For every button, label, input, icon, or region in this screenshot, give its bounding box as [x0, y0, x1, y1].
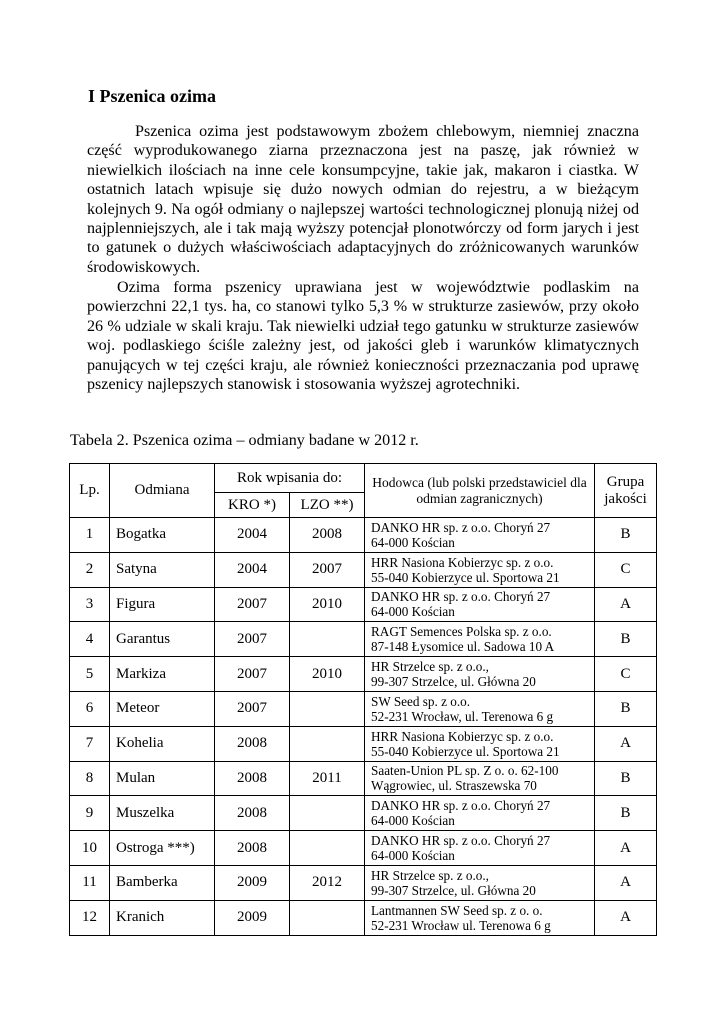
cell-lp: 10 — [70, 831, 110, 866]
cell-kro-year: 2007 — [215, 691, 290, 726]
breeder-address: 52-231 Wrocław, ul. Terenowa 6 g — [371, 708, 554, 724]
cell-variety: Mulan — [110, 761, 215, 796]
cell-variety: Kranich — [110, 900, 215, 935]
breeder-address: 99-307 Strzelce, ul. Główna 20 — [371, 882, 536, 898]
cell-lzo-year — [290, 796, 365, 831]
breeder-name: HRR Nasiona Kobierzyc sp. z o.o. — [371, 554, 554, 570]
cell-quality-group: A — [595, 831, 657, 866]
header-quality-group: Grupa jakości — [595, 464, 657, 518]
paragraph-cultivation: Ozima forma pszenicy uprawiana jest w województwie podlaskim na powierzchni 22,1 tys. ha, co stanowi tylko 5,3 % w strukturze zasiewów, przy około 26 % udziale w skali kraju. Tak niewielki udział tego gatunku w strukturze zasiewów woj. podlaskiego ściśle zależny jest, od jakości gleb i warunków klimatycznych panujących w tej części kraju, ale również konieczności przeznaczania pod uprawę pszenicy najlepszych stanowisk i stosowania wyższej agrotechniki. — [87, 279, 639, 394]
breeder-name: DANKO HR sp. z o.o. Choryń 27 — [371, 589, 551, 605]
table-caption: Tabela 2. Pszenica ozima – odmiany badane w 2012 r. — [70, 432, 419, 449]
cell-quality-group: A — [595, 900, 657, 935]
breeder-name: DANKO HR sp. z o.o. Choryń 27 — [371, 833, 551, 849]
table-row — [70, 796, 657, 831]
table-row — [70, 587, 657, 622]
cell-lp: 2 — [70, 552, 110, 587]
cell-kro-year: 2008 — [215, 761, 290, 796]
cell-kro-year: 2007 — [215, 587, 290, 622]
cell-variety: Garantus — [110, 622, 215, 657]
breeder-address: 64-000 Kościan — [371, 534, 455, 550]
cell-kro-year: 2004 — [215, 518, 290, 553]
cell-kro-year: 2008 — [215, 831, 290, 866]
cell-lp: 9 — [70, 796, 110, 831]
cell-lp: 1 — [70, 518, 110, 553]
table-row — [70, 691, 657, 726]
breeder-name: DANKO HR sp. z o.o. Choryń 27 — [371, 798, 551, 814]
breeder-address: 52-231 Wrocław ul. Terenowa 6 g — [371, 917, 551, 933]
varieties-table — [69, 463, 657, 936]
cell-breeder — [365, 622, 595, 657]
header-lp: Lp. — [70, 464, 110, 518]
cell-lp: 12 — [70, 900, 110, 935]
cell-kro-year: 2004 — [215, 552, 290, 587]
table-row — [70, 622, 657, 657]
cell-quality-group: B — [595, 691, 657, 726]
cell-breeder — [365, 900, 595, 935]
cell-variety: Bogatka — [110, 518, 215, 553]
cell-variety: Satyna — [110, 552, 215, 587]
cell-kro-year: 2007 — [215, 622, 290, 657]
breeder-address: 55-040 Kobierzyce ul. Sportowa 21 — [371, 569, 560, 585]
breeder-name: Lantmannen SW Seed sp. z o. o. — [371, 902, 543, 918]
cell-lp: 3 — [70, 587, 110, 622]
cell-lzo-year — [290, 622, 365, 657]
breeder-name: RAGT Semences Polska sp. z o.o. — [371, 624, 552, 640]
table-row — [70, 761, 657, 796]
cell-kro-year: 2009 — [215, 865, 290, 900]
breeder-address: 64-000 Kościan — [371, 813, 455, 829]
breeder-address: 55-040 Kobierzyce ul. Sportowa 21 — [371, 743, 560, 759]
cell-lzo-year — [290, 900, 365, 935]
cell-breeder — [365, 587, 595, 622]
cell-variety: Meteor — [110, 691, 215, 726]
cell-lp: 7 — [70, 726, 110, 761]
breeder-address: 87-148 Łysomice ul. Sadowa 10 A — [371, 639, 555, 655]
cell-breeder — [365, 761, 595, 796]
table-row — [70, 552, 657, 587]
cell-quality-group: B — [595, 761, 657, 796]
paragraph-intro: Pszenica ozima jest podstawowym zbożem chlebowym, niemniej znaczna część wyprodukowanego ziarna przeznaczona jest na paszę, jak również w niewielkich ilościach na inne cele konsumpcyjne, takie jak, makaron i ciastka. W ostatnich latach wpisuje się dużo nowych odmian do rejestru, a w bieżącym kolejnych 9. Na ogół odmiany o najlepszej wartości technologicznej plonują niżej od najplenniejszych, ale i tak mają wyższy potencjał plonotwórczy od form jarych i jest to gatunek o dużych właściwościach adaptacyjnych do zróżnicowanych warunków środowiskowych. — [87, 123, 639, 276]
table-row — [70, 518, 657, 553]
cell-variety: Ostroga ***) — [110, 831, 215, 866]
cell-lp: 11 — [70, 865, 110, 900]
breeder-address: 99-307 Strzelce, ul. Główna 20 — [371, 674, 536, 690]
breeder-name: SW Seed sp. z o.o. — [371, 693, 471, 709]
header-variety: Odmiana — [110, 464, 215, 518]
cell-breeder — [365, 518, 595, 553]
cell-lzo-year: 2011 — [290, 761, 365, 796]
cell-kro-year: 2008 — [215, 796, 290, 831]
cell-breeder — [365, 865, 595, 900]
cell-kro-year: 2007 — [215, 657, 290, 692]
table-row — [70, 900, 657, 935]
header-kro: KRO *) — [215, 493, 290, 518]
cell-lzo-year: 2007 — [290, 552, 365, 587]
cell-quality-group: B — [595, 518, 657, 553]
cell-quality-group: A — [595, 865, 657, 900]
cell-breeder — [365, 552, 595, 587]
table-row — [70, 865, 657, 900]
cell-variety: Kohelia — [110, 726, 215, 761]
breeder-address: Wągrowiec, ul. Straszewska 70 — [371, 778, 537, 794]
cell-quality-group: A — [595, 587, 657, 622]
cell-variety: Bamberka — [110, 865, 215, 900]
table-row — [70, 657, 657, 692]
cell-lzo-year — [290, 831, 365, 866]
cell-lzo-year — [290, 726, 365, 761]
cell-lzo-year — [290, 691, 365, 726]
breeder-address: 64-000 Kościan — [371, 604, 455, 620]
breeder-name: DANKO HR sp. z o.o. Choryń 27 — [371, 519, 551, 535]
cell-quality-group: A — [595, 726, 657, 761]
breeder-name: HR Strzelce sp. z o.o., — [371, 659, 489, 675]
cell-breeder — [365, 796, 595, 831]
cell-lzo-year: 2012 — [290, 865, 365, 900]
cell-breeder — [365, 691, 595, 726]
cell-kro-year: 2008 — [215, 726, 290, 761]
cell-quality-group: B — [595, 796, 657, 831]
cell-breeder — [365, 726, 595, 761]
cell-breeder — [365, 831, 595, 866]
cell-lp: 4 — [70, 622, 110, 657]
cell-lzo-year: 2010 — [290, 657, 365, 692]
cell-quality-group: B — [595, 622, 657, 657]
cell-lzo-year: 2008 — [290, 518, 365, 553]
header-breeder: Hodowca (lub polski przedstawiciel dla odmian zagranicznych) — [365, 464, 595, 518]
table-row — [70, 831, 657, 866]
breeder-address: 64-000 Kościan — [371, 848, 455, 864]
cell-variety: Markiza — [110, 657, 215, 692]
breeder-name: HRR Nasiona Kobierzyc sp. z o.o. — [371, 728, 554, 744]
cell-variety: Muszelka — [110, 796, 215, 831]
section-heading: I Pszenica ozima — [88, 86, 216, 106]
cell-lp: 8 — [70, 761, 110, 796]
cell-variety: Figura — [110, 587, 215, 622]
cell-kro-year: 2009 — [215, 900, 290, 935]
cell-quality-group: C — [595, 657, 657, 692]
cell-breeder — [365, 657, 595, 692]
breeder-name: Saaten-Union PL sp. Z o. o. 62-100 — [371, 763, 559, 779]
table-row — [70, 726, 657, 761]
cell-lzo-year: 2010 — [290, 587, 365, 622]
breeder-name: HR Strzelce sp. z o.o., — [371, 867, 489, 883]
header-lzo: LZO **) — [290, 493, 365, 518]
cell-quality-group: C — [595, 552, 657, 587]
header-registration-year: Rok wpisania do: — [215, 464, 365, 493]
table-body — [70, 518, 657, 936]
cell-lp: 5 — [70, 657, 110, 692]
cell-lp: 6 — [70, 691, 110, 726]
